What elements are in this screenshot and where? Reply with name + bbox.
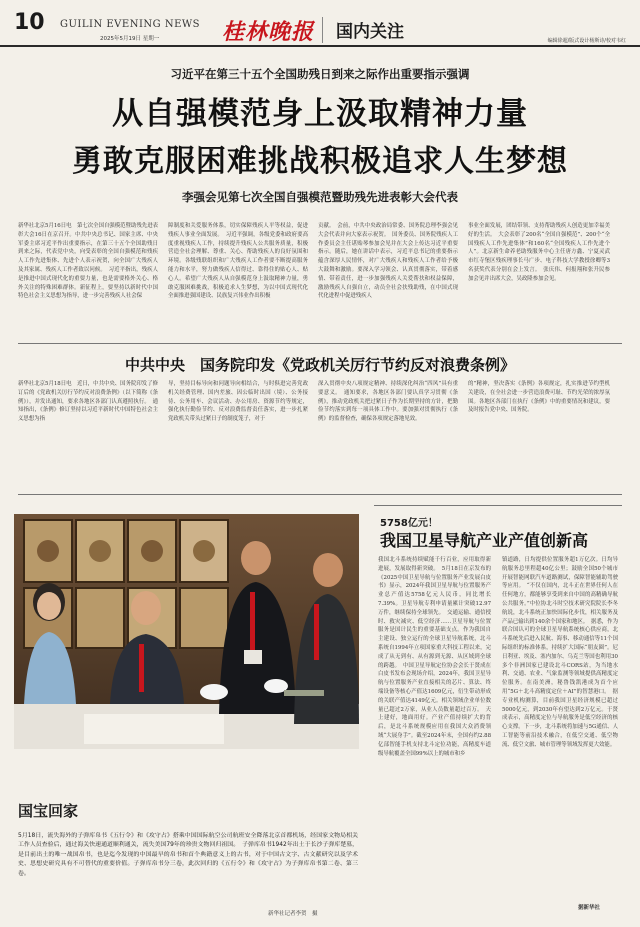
story2-column-1: 新华社北京5月18日电 近日，中共中央、国务院印发了修订后的《党政机关厉行节约反对浪费条例》（以下简称《条例》），并发出通知，要求各地区各部门认真遵照执行。 通知指出，《条例》修订坚持以习近平新时代中国特色社会主义思想为指	[18, 381, 158, 423]
story2-rule	[18, 494, 622, 495]
masthead-logo: 桂林晚报	[222, 19, 315, 45]
story2-headline: 中共中央 国务院印发《党政机关厉行节约反对浪费条例》	[124, 356, 515, 374]
story2-column-4: 的”精神，坚决落实《条例》各项规定，扎实推进节约型机关建设，在全社会进一步营造浪费可耻、节约光荣的浓厚氛围。各地区各部门在执行《条例》中的重要情况和建议，要及时报告党中央、国务院。	[468, 381, 610, 414]
story3-headline: 我国卫星导航产业产值创新高	[380, 531, 589, 550]
story1-column-4: 事业全面发展，团结带领、支持帮助残疾人创造更加幸福美好的生活。 大会表彰了200名“全国自强模范”、200个“全国残疾人工作先进集体”和160名“全国残疾人工作先进个人”。北京新生命养老助残服务中心主任唐方鑫、宁夏灵武市红寺堡区残疾理事长马广步、电子科技大学教授徐卿等3名获奖代表分别在会上发言。 张庆伟、何报翔和张升民参加会见并出席大会，吴政隆参加会见。	[468, 223, 610, 282]
news-photo	[14, 514, 359, 749]
masthead-rule	[0, 45, 640, 47]
story3-column-2: 镇道路，日均提供位置服务超1万亿次。日均导航服务总里程超40亿公里；鼓励全国50个城市开展智能网联汽车道路测试，保障智能辅助驾驶等应用。 “不仅在国内，北斗正在世界任何人在任何地方，都能够享受到来自中国的高精确导航公共服务。”中位协北斗时空技术研究院院长李冬航说，北斗系统正加快国际化步伐，相关服务及产品已输出到140余个国家和地区。 据悉，作为联合国认可的全球卫星导航系统核心供应商，北斗系统先后进入民航、海事、移动通信等11个国际组织的标准体系，持续扩大国际“朋友圈”。尼日利亚、埃及、塞内加尔、乌克兰等国也利用30多个非洲国家已建设北斗CORS站，为当地水利、交通、农业、气象监测等领域提供高精度定位服务。在南美洲，秘鲁钱凯港成为首个应用“5G＋北斗高精度定位＋AI”的智慧港口。 据专业机构测算，目前我国卫星经济规模已超过5000亿元，到2030年有望达到2万亿元。于贤成表示，高精度定位与导航服务是低空经济的核心支撑。下一步，北斗系统将加速与5G通信、人工智能等前沿技术融合，在低空交通、低空物流、低空文旅、城市管理等领域发挥更大效能。	[502, 557, 618, 748]
editor-credits: 编辑徐超/版式设计杨斯诗/校对韦红	[547, 38, 626, 44]
story1-kicker: 习近平在第三十五个全国助残日到来之际作出重要指示强调	[170, 67, 470, 81]
story2-column-2: 导，坚持目标导向和问题导向相结合，与时俱进完善党政机关经费管理、国内差旅、因公临时出国（境）、公务接待、公务用车、会议活动、办公用房、资源节约等规定，强化执行勤俭节约、反对浪费监督责任落实，进一步扎紧党政机关带头过紧日子的制度笼子，对于	[168, 381, 308, 423]
issue-date: 2025年5月19日 星期一	[100, 36, 160, 42]
photo-illustration	[14, 514, 359, 749]
paper-name-en: GUILIN EVENING NEWS	[60, 19, 201, 30]
section-divider	[322, 17, 323, 43]
photo-caption-text: 5月18日，流失海外的子弹库帛书《五行令》和《攻守占》搭乘中国国际航空公司航班安全降落北京首都机场，经国家文物局相关工作人员查验后，通过海关快速通道顺利通关，流失美国79年的珍贵文物回归祖国。 子弹库帛书1942年出土于长沙子弹库楚墓，是目前出土的唯一战国帛书，也是迄今发现的中国最早的帛书和首个典籍意义上的古书，对于中国古文字、古文献研究以及学术史、思想史研究具有不可替代的重要价值。子弹库帛书分三卷，此次回归的《五行令》和《攻守占》为子弹库帛书第二卷、第三卷。	[18, 833, 358, 877]
story2-column-3: 深入贯彻中央八项规定精神、持续深化纠治“四风”具有重要意义。 通知要求，各地区各部门要认真学习贯彻《条例》，推动党政机关把过紧日子作为长期坚持的方针，把勤俭节约落实到每一项具体工作中。要加强对贯彻执行《条例》的监督检查，确保各项规定落地见效。	[318, 381, 458, 423]
photo-credit: 新华社记者李贺 摄	[268, 911, 318, 917]
story3-top-rule	[374, 505, 622, 506]
story3-column-1: 我国北斗系统持续赋能千行百业，应用取得新进展，发展取得新突破。 5月18日在京发布的《2025中国卫星导航与位置服务产业发展白皮书》显示，2024年我国卫星导航与位置服务产业总产值达5758亿元人民币，同比增长7.39%。卫星导航专利申请量累计突破12.97万件，继续保持全球领先。 交通运输、通信授时、救灾减灾、低空经济……卫星导航与位置服务是国计民生的重要基础支点。作为我国自主建设、独立运行的全球卫星导航系统，北斗系统自1994年立项国家重大科技工程以来，完成了从无到有、从有源到无源、从区域到全球的跨越。 中国卫星导航定位协会会长于贤成在白皮书发布会现场介绍，2024年，我国卫星导航与位置服务产业直接相关的芯片、算法、终端设备等核心产值达1609亿元，衍生带动形成的关联产值达4149亿元。相关领域企业单位数量已超过2万家，从业人员数量超过百万。 天上建好，地面用好。产业产值持续扩大的背后，是北斗系统规模应用在我国大众消费领域“大展身手”。截至2024年末，全国有约2.88亿部智能手机支持北斗定位功能，高精度车道级导航覆盖全国99%以上的城市和乡	[378, 557, 491, 757]
story1-headline-2: 勇敢克服困难挑战积极追求人生梦想	[72, 144, 568, 179]
section-title: 国内关注	[336, 22, 404, 42]
story3-kicker: 5758亿元！	[380, 518, 438, 529]
page-number: 10	[14, 10, 45, 35]
story1-column-1: 新华社北京5月16日电 第七次全国自强模范暨助残先进表彰大会16日在京召开。中共中央总书记、国家主席、中央军委主席习近平作出重要指示，在第三十五个全国助残日到来之际，代表党中央，向受表彰的全国自强模范和残疾人工作先进集体、先进个人表示祝贺，向全国广大残疾人及其家属、残疾人工作者致以问候。 习近平指出，残疾人是推进中国式现代化的重要力量，也是需要格外关心、格外关注的特殊困难群体。新征程上，要坚持以新时代中国特色社会主义思想为指导，进一步完善残疾人社会保	[18, 223, 158, 300]
story1-subhead: 李强会见第七次全国自强模范暨助残先进表彰大会代表	[182, 190, 458, 204]
story1-column-3: 贡献。 会前，中共中央政治局常委、国务院总理李强会见大会代表并向大家表示祝贺。 国务委员、国务院残疾人工作委员会主任谌贻琴参加会见并在大会上传达习近平重要指示。随后，她在讲话中表示，习近平总书记的重要指示蕴含深厚人民情怀，对广大残疾人和残疾人工作者给予极大鼓舞和激励。要深入学习领会、认真贯彻落实，带着感情、带着责任，进一步加强残疾人关爱帮扶和权益保障，激励残疾人自强自立，动员全社会扶残助残，在中国式现代化进程中促进残疾人	[318, 223, 458, 300]
photo-caption-title: 国宝回家	[18, 802, 79, 820]
story1-rule	[18, 343, 622, 344]
story1-column-2: 障制度和关爱服务体系，切实保障残疾人平等权益，促进残疾人事业全面发展。 习近平强调，各级党委和政府要高度重视残疾人工作，持续提升残疾人公共服务质量，积极营造全社会理解、尊重、关心、帮助残疾人的良好氛围和环境。各级残联组织和广大残疾人工作者要不断提高服务能力和水平，努力做残疾人信得过、靠得住的贴心人、贴心人。希望广大残疾人从自强模范身上汲取精神力量，勇敢克服困难挑战，积极追求人生梦想，为以中国式现代化全面推进强国建设、民族复兴伟业作出积极	[168, 223, 308, 300]
story3-credit: 据新华社	[578, 905, 601, 911]
story1-headline-1: 从自强模范身上汲取精神力量	[112, 96, 528, 132]
